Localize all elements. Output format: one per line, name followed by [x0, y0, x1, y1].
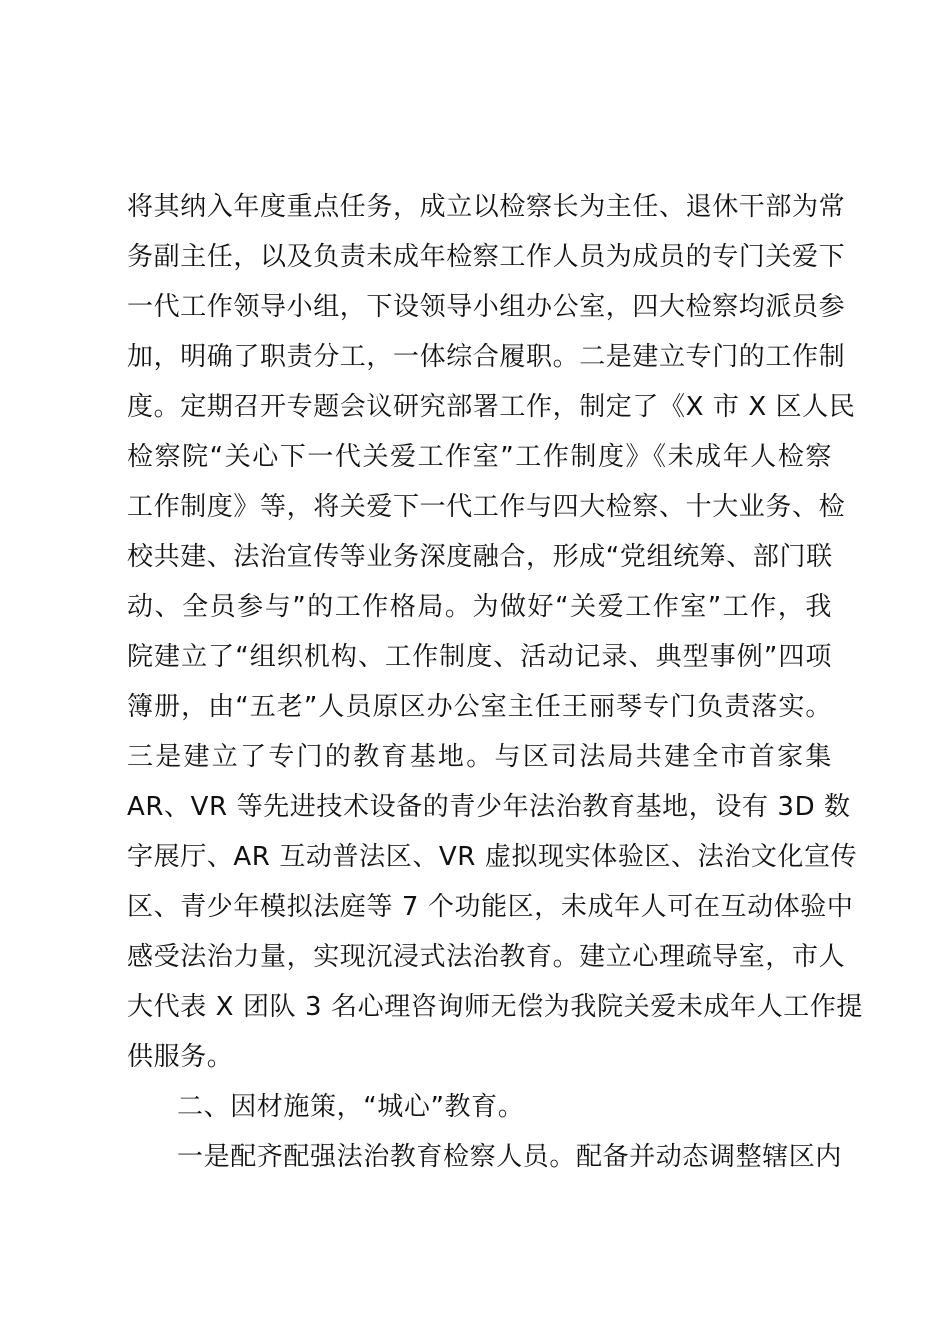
paragraph-first-line: 一是配齐配强法治教育检察人员。配备并动态调整辖区内 — [177, 1142, 843, 1172]
body-text-line: 一代工作领导小组，下设领导小组办公室，四大检察均派员参 — [127, 292, 846, 322]
body-text-line: 簿册，由“五老”人员原区办公室主任王丽琴专门负责落实。 — [127, 692, 832, 722]
body-text-line: 字展厅、AR 互动普法区、VR 虚拟现实体验区、法治文化宣传 — [127, 842, 858, 872]
body-text-line: 区、青少年模拟法庭等 7 个功能区，未成年人可在互动体验中 — [127, 892, 854, 922]
body-text-line: 度。定期召开专题会议研究部署工作，制定了《X 市 X 区人民 — [127, 392, 856, 422]
body-text-line: 工作制度》等，将关爱下一代工作与四大检察、十大业务、检 — [127, 492, 846, 522]
body-text-line: 检察院“关心下一代关爱工作室”工作制度》《未成年人检察 — [127, 442, 832, 472]
body-text-line: 加，明确了职责分工，一体综合履职。二是建立专门的工作制 — [127, 342, 846, 372]
body-text-line: 院建立了“组织机构、工作制度、活动记录、典型事例”四项 — [127, 642, 832, 672]
body-text-line: 将其纳入年度重点任务，成立以检察长为主任、退休干部为常 — [127, 192, 846, 222]
body-text-line: 务副主任，以及负责未成年检察工作人员为成员的专门关爱下 — [127, 242, 846, 272]
body-text-line: 三是建立了专门的教育基地。与区司法局共建全市首家集 — [127, 742, 832, 772]
body-text-line: AR、VR 等先进技术设备的青少年法治教育基地，设有 3D 数 — [127, 792, 851, 822]
section-heading: 二、因材施策，“城心”教育。 — [177, 1092, 525, 1122]
body-text-line: 感受法治力量，实现沉浸式法治教育。建立心理疏导室，市人 — [127, 942, 846, 972]
body-text-line: 动、全员参与”的工作格局。为做好“关爱工作室”工作，我 — [127, 592, 832, 622]
body-text-line: 大代表 X 团队 3 名心理咨询师无偿为我院关爱未成年人工作提 — [127, 992, 864, 1022]
body-text-line: 供服务。 — [127, 1042, 234, 1072]
body-text-line: 校共建、法治宣传等业务深度融合，形成“党组统筹、部门联 — [127, 542, 833, 572]
